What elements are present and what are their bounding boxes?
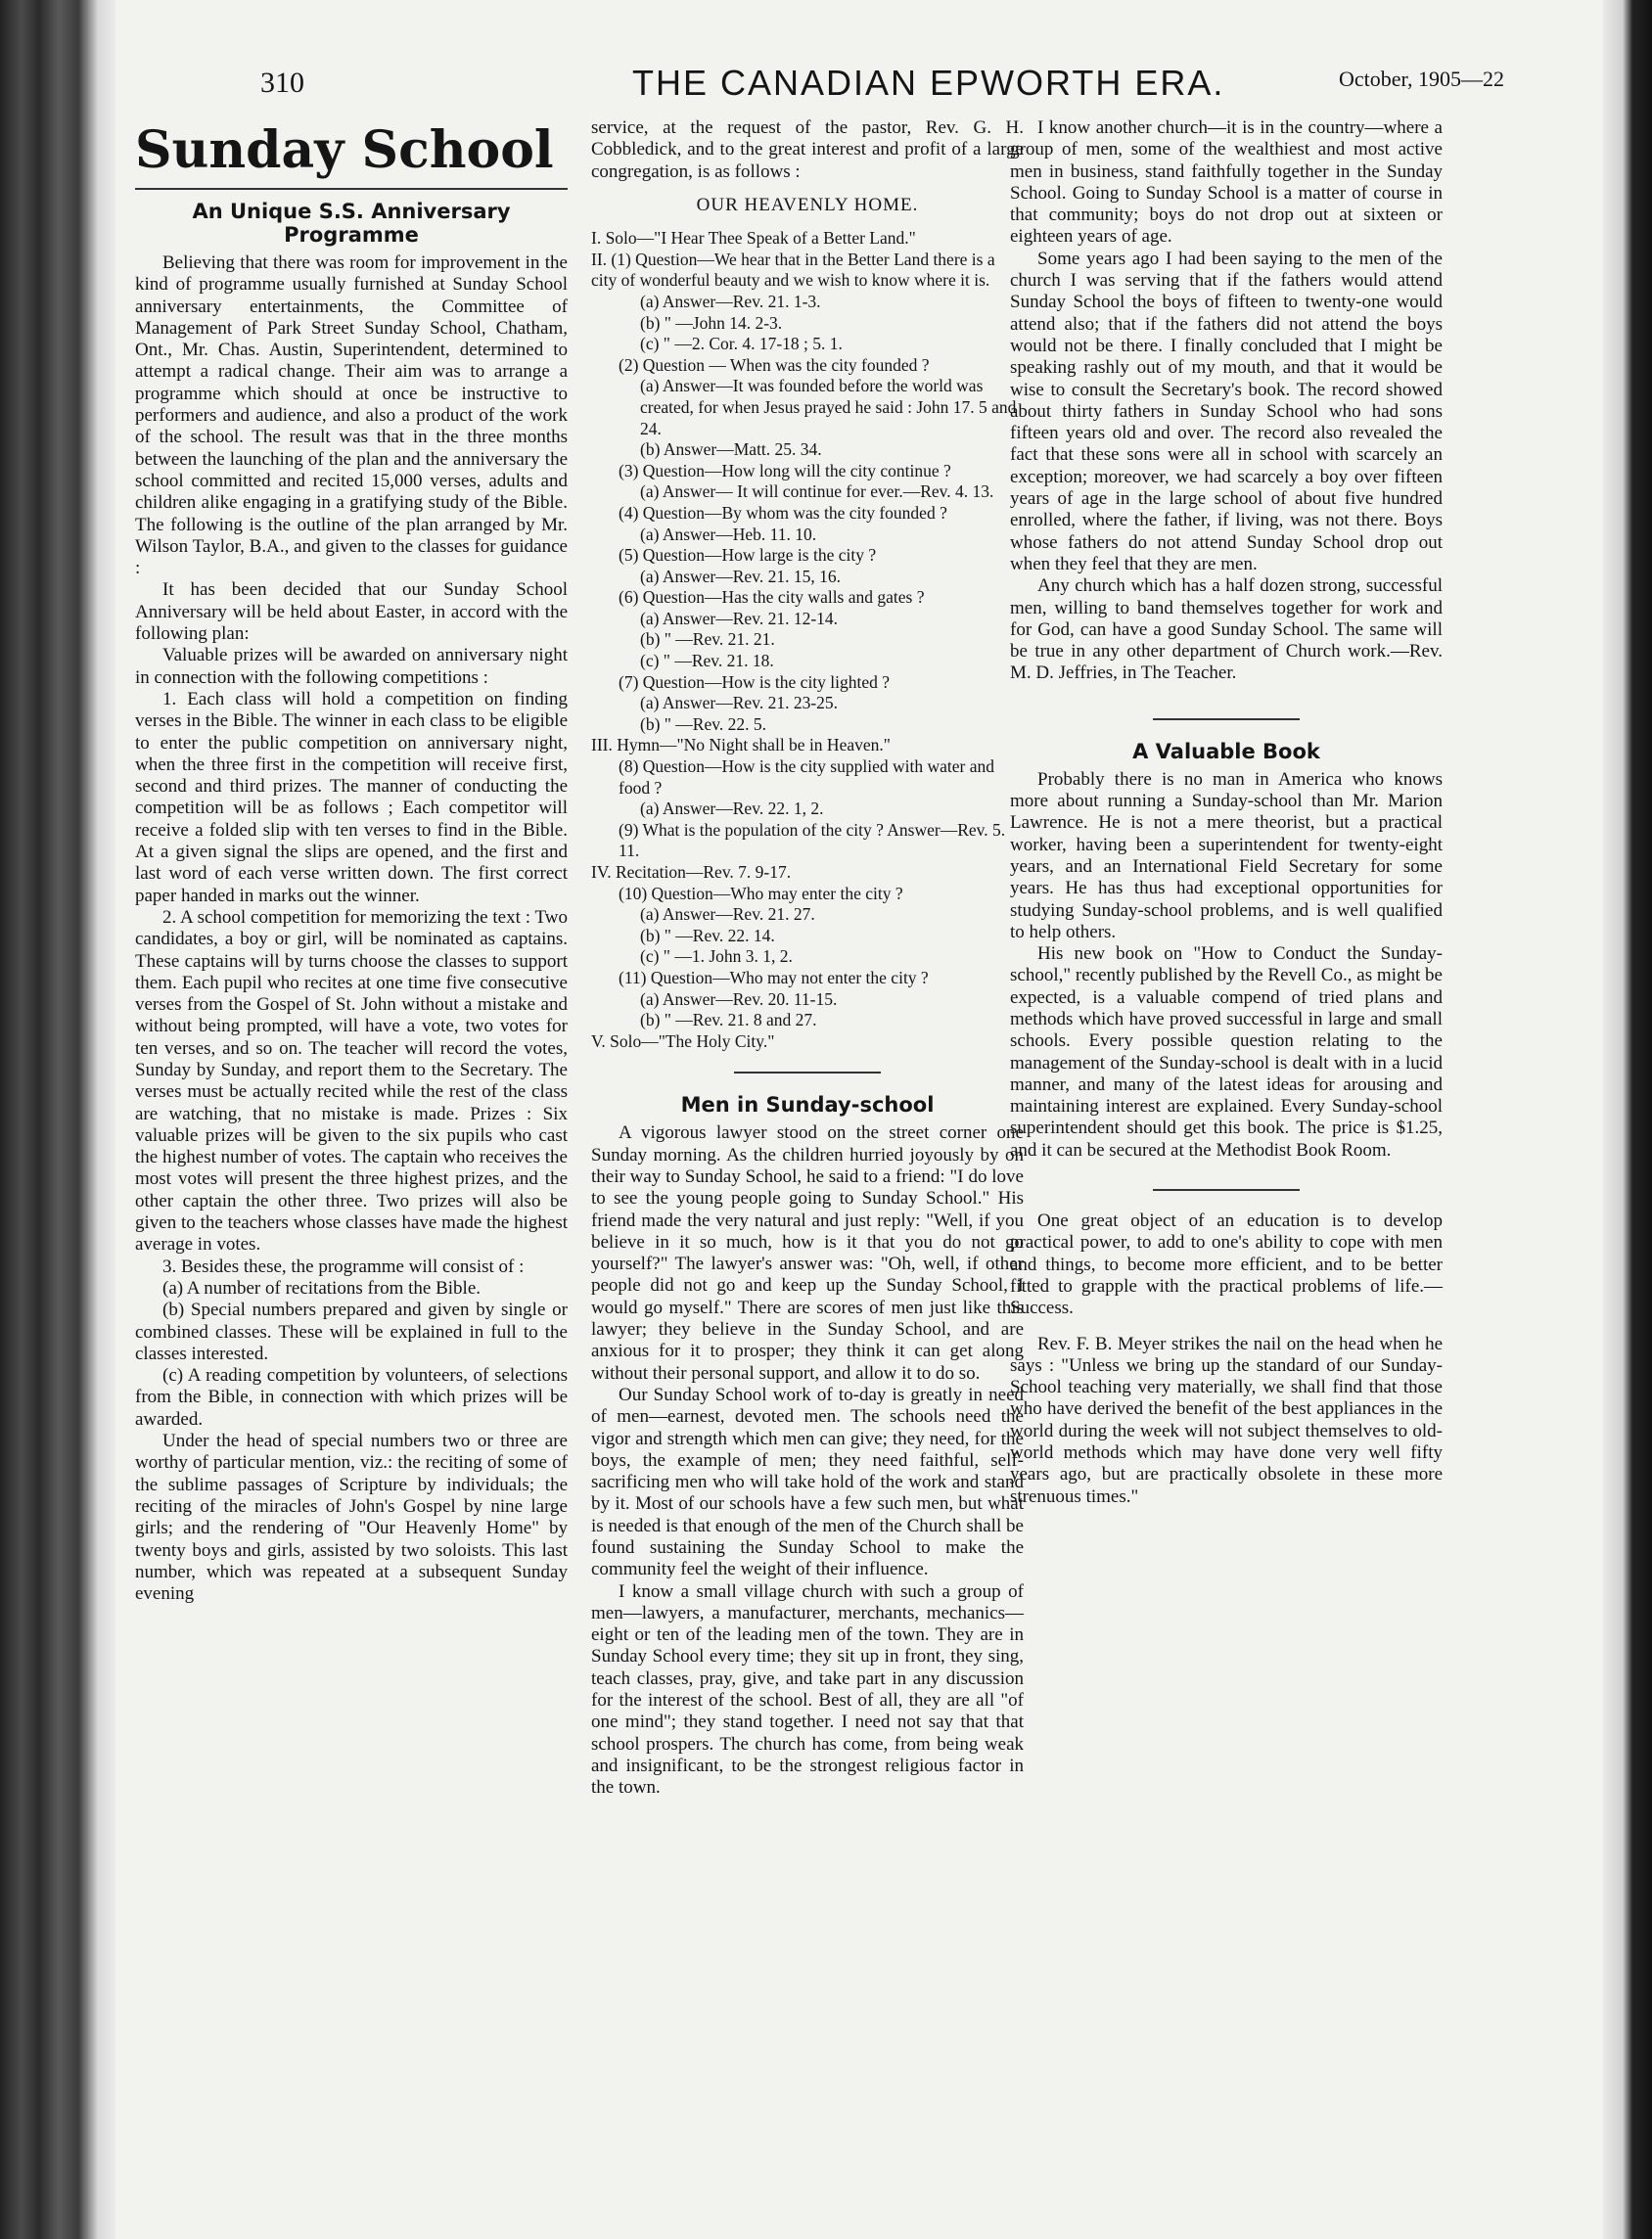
programme-list <box>591 228 1024 1052</box>
divider <box>734 1072 881 1074</box>
section-title: Sunday School <box>135 120 554 180</box>
programme-line: (a) Answer—Rev. 21. 23-25. <box>640 693 839 713</box>
paragraph: (b) Special numbers prepared and given by single or combined classes. These will be explained in full to the classes interested. <box>135 1300 568 1364</box>
programme-line: (11) Question—Who may not enter the city ? <box>619 967 929 987</box>
programme-line: (a) Answer—Rev. 21. 27. <box>640 904 815 925</box>
book-spine-edge <box>0 0 115 2239</box>
column-1 <box>135 117 568 1605</box>
paragraph-continuation: service, at the request of the pastor, Rev. G. H. Cobbledick, and to the great interest and profit of a large congregation, is as follows : <box>591 117 1024 182</box>
article-title-book: A Valuable Book <box>1132 739 1320 763</box>
paragraph: Our Sunday School work of to-day is greatly in need of men—earnest, devoted men. The schools need the vigor and strength which men can give; they need, for the boys, the example of men; they need faithful, self-sacrificing men who will take hold of the work and stand by it. Most of our schools have a few such men, but what is needed is that enough of the men of the Church shall be found sustaining the Sunday School to make the community feel the weight of their influence. <box>591 1384 1024 1580</box>
paragraph: Valuable prizes will be awarded on anniversary night in connection with the following competitions : <box>135 645 568 688</box>
article-title-men: Men in Sunday-school <box>680 1093 935 1118</box>
programme-line: (9) What is the population of the city ? Answer—Rev. 5. 11. <box>619 819 1006 861</box>
programme-line: (a) Answer—Rev. 21. 1-3. <box>640 291 821 311</box>
programme-line: (4) Question—By whom was the city founded ? <box>619 502 947 523</box>
paragraph: Probably there is no man in America who knows more about running a Sunday-school than Mr. Marion Lawrence. He is not a mere theorist, but a practical worker, having been a superintendent for twenty-eight years, and an International Field Secretary for some years. He has thus had exceptional opportunities for studying Sunday-school problems, and is well qualified to help others. <box>1010 768 1443 942</box>
paragraph: 3. Besides these, the programme will consist of : <box>162 1256 525 1277</box>
issue-date: October, 1905—22 <box>1339 67 1504 91</box>
programme-line: (a) Answer—Rev. 21. 15, 16. <box>640 566 841 586</box>
paragraph: I know a small village church with such a group of men—lawyers, a manufacturer, merchants, mechanics—eight or ten of the leading men of the town. They are in Sunday School every time; they sit up in front, they sing, teach classes, pray, give, and take part in any discussion for the interest of the school. Best of all, they are all "of one mind"; they stand together. I need not say that that school prospers. The church has come, from being weak and insignificant, to be the strongest religious factor in the town. <box>591 1580 1024 1799</box>
programme-line: (a) Answer— It will continue for ever.—Rev. 4. 13. <box>640 481 994 502</box>
page-number: 310 <box>260 67 304 99</box>
paragraph: It has been decided that our Sunday School Anniversary will be held about Easter, in accord with the following plan: <box>135 579 568 645</box>
programme-line: (3) Question—How long will the city continue ? <box>619 460 951 480</box>
programme-line: (b) " —Rev. 21. 21. <box>640 629 775 650</box>
paragraph: (c) A reading competition by volunteers, of selections from the Bible, in connection with which prizes will be awarded. <box>135 1365 568 1430</box>
running-header <box>115 61 1603 110</box>
programme-line: (b) Answer—Matt. 25. 34. <box>640 439 822 460</box>
paragraph: (a) A number of recitations from the Bible. <box>162 1277 482 1299</box>
paragraph: A vigorous lawyer stood on the street corner one Sunday morning. As the children hurried joyously by on their way to Sunday School, he said to a friend: "I do love to see the young people going to Sunday School." His friend made the very natural and just reply: "Well, if you believe in it so much, how is it that you do not go yourself?" The lawyer's answer was: "Oh, well, if other people did not go and keep up the Sunday School, I would go myself." There are scores of men just like this lawyer; they believe in the Sunday School, and are anxious for it to prosper; they think it can get along without their personal support, and allow it to do so. <box>591 1122 1024 1384</box>
programme-line: (b) " —John 14. 2-3. <box>640 312 783 333</box>
paragraph: His new book on "How to Conduct the Sunday-school," recently published by the Revell Co., as might be expected, is a valuable compend of tried plans and methods which have proved successful in large and small schools. Every possible question relating to the management of the Sunday-school is dealt with in a lucid manner, and many of the latest ideas for arousing and maintaining interest are explained. Every Sunday-school superintendent should get this book. The price is $1.25, and it can be secured at the Methodist Book Room. <box>1010 943 1443 1161</box>
divider <box>1153 718 1300 720</box>
column-2 <box>591 117 1024 1800</box>
programme-line: (b) " —Rev. 22. 14. <box>640 925 775 945</box>
paragraph: Under the head of special numbers two or three are worthy of particular mention, viz.: the reciting of some of the sublime passages of Scripture by individuals; the reciting of the miracles of John's Gospel by nine large girls; and the rendering of "Our Heavenly Home" by twenty boys and girls, assisted by two soloists. This last number, which was repeated at a subsequent Sunday evening <box>135 1431 568 1605</box>
programme-line: (a) Answer—Heb. 11. 10. <box>640 524 817 544</box>
right-page-edge <box>1603 0 1652 2239</box>
programme-line: I. Solo—"I Hear Thee Speak of a Better Land." <box>591 228 916 249</box>
paragraph-education: One great object of an education is to develop practical power, to add to one's ability to cope with men and things, to become more efficient, and to be better fitted to grapple with the practical problems of life.—Success. <box>1010 1211 1443 1319</box>
programme-line: (c) " —1. John 3. 1, 2. <box>640 946 793 967</box>
programme-line: (7) Question—How is the city lighted ? <box>619 671 891 692</box>
paragraph: 1. Each class will hold a competition on finding verses in the Bible. The winner in each class to be eligible to enter the public competition on anniversary night, when the three first in the competition will receive first, second and third prizes. The manner of conducting the competition will be as follows ; Each competitor will receive a folded slip with ten verses to find in the Bible. At a given signal the slips are opened, and the first and last word of each verse written down. The first correct paper handed in marks out the winner. <box>135 688 568 906</box>
programme-title: OUR HEAVENLY HOME. <box>696 194 919 215</box>
masthead-title: THE CANADIAN EPWORTH ERA. <box>632 63 1225 103</box>
article-title-anniversary: An Unique S.S. Anniversary Programme <box>192 200 511 247</box>
divider <box>1153 1189 1300 1191</box>
paragraph: Any church which has a half dozen strong, successful men, willing to band themselves together for work and for God, can have a good Sunday School. The same will be true in any other department of Church work.—Rev. M. D. Jeffries, in The Teacher. <box>1010 575 1443 684</box>
paragraph: Believing that there was room for improvement in the kind of programme usually furnished at Sunday School anniversary entertainments, the Committee of Management of Park Street Sunday School, Chatham, Ont., Mr. Chas. Austin, Superintendent, determined to attempt a radical change. Their aim was to arrange a programme which should at once be instructive to performers and audience, and also a product of the work of the school. The result was that in the three months between the launching of the plan and the anniversary the school committed and recited 15,000 verses, adults and children alike engaging in a gratifying study of the Bible. The following is the outline of the plan arranged by Mr. Wilson Taylor, B.A., and given to the classes for guidance : <box>135 252 568 579</box>
programme-line: (b) " —Rev. 22. 5. <box>640 713 766 734</box>
programme-line: II. (1) Question—We hear that in the Better Land there is a city of wonderful beauty and we wish to know where it is. <box>591 249 995 291</box>
column-3 <box>1010 117 1443 1508</box>
programme-line: IV. Recitation—Rev. 7. 9-17. <box>591 862 792 882</box>
programme-line: (2) Question — When was the city founded ? <box>619 354 930 375</box>
programme-line: (8) Question—How is the city supplied with water and food ? <box>619 756 994 798</box>
programme-line: (c) " —2. Cor. 4. 17-18 ; 5. 1. <box>640 334 843 354</box>
programme-line: (a) Answer—Rev. 20. 11-15. <box>640 988 838 1009</box>
paragraph: Some years ago I had been saying to the men of the church I was serving that if the fathers would attend Sunday School the boys of fifteen to twenty-one would attend also; that if the fathers did not attend the boys would not be there. I finally concluded that I might be speaking rashly out of my mouth, and that it would be wise to consult the Secretary's book. The record showed about thirty fathers in Sunday School who had sons fifteen years old and over. The record also revealed the fact that these sons were all in school with scarcely an exception; moreover, we had scarcely a boy over fifteen years of age in the large school of about five hundred enrolled, where the father, if living, was not there. Boys whose fathers do not attend Sunday School drop out when they feel that they are men. <box>1010 248 1443 574</box>
section-rule <box>135 188 568 190</box>
programme-line: III. Hymn—"No Night shall be in Heaven." <box>591 735 891 755</box>
programme-line: (b) " —Rev. 21. 8 and 27. <box>640 1010 817 1030</box>
programme-line: (6) Question—Has the city walls and gates ? <box>619 587 925 608</box>
programme-line: (10) Question—Who may enter the city ? <box>619 883 903 903</box>
programme-line: (a) Answer—Rev. 22. 1, 2. <box>640 799 824 819</box>
paragraph: I know another church—it is in the country—where a group of men, some of the wealthiest and most active men in business, stand faithfully together in the Sunday School. Going to Sunday School is a matter of course in that community; boys do not drop out at sixteen or eighteen years of age. <box>1010 117 1443 248</box>
paragraph: 2. A school competition for memorizing the text : Two candidates, a boy or girl, will be nominated as captains. These captains will by turns choose the classes to support them. Each pupil who recites at one time five consecutive verses from the Gospel of St. John without a mistake and without being prompted, will have a vote, two votes for ten verses, and so on. The teacher will record the votes, Sunday by Sunday, and report them to the Secretary. The verses must be actually recited while the rest of the class are watching, that no mistake is made. Prizes : Six valuable prizes will be given to the six pupils who cast the highest number of votes. The captain who receives the most votes will present the three highest prizes, and the other captain the other three. Two prizes will also be given to the teachers whose classes have made the highest average in votes. <box>135 906 568 1256</box>
paragraph-meyer: Rev. F. B. Meyer strikes the nail on the head when he says : "Unless we bring up the standard of our Sunday-School teaching very materially, we shall find that those who have derived the benefit of the best appliances in the world during the week will not subject themselves to old-world methods which may have done very well fifty years ago, but are practically obsolete in these more strenuous times." <box>1010 1333 1443 1507</box>
programme-line: (5) Question—How large is the city ? <box>619 545 877 566</box>
programme-line: V. Solo—"The Holy City." <box>591 1030 775 1051</box>
programme-line: (c) " —Rev. 21. 18. <box>640 651 774 671</box>
programme-line: (a) Answer—It was founded before the world was created, for when Jesus prayed he said : John 17. 5 and 24. <box>640 376 1017 438</box>
programme-line: (a) Answer—Rev. 21. 12-14. <box>640 608 839 628</box>
